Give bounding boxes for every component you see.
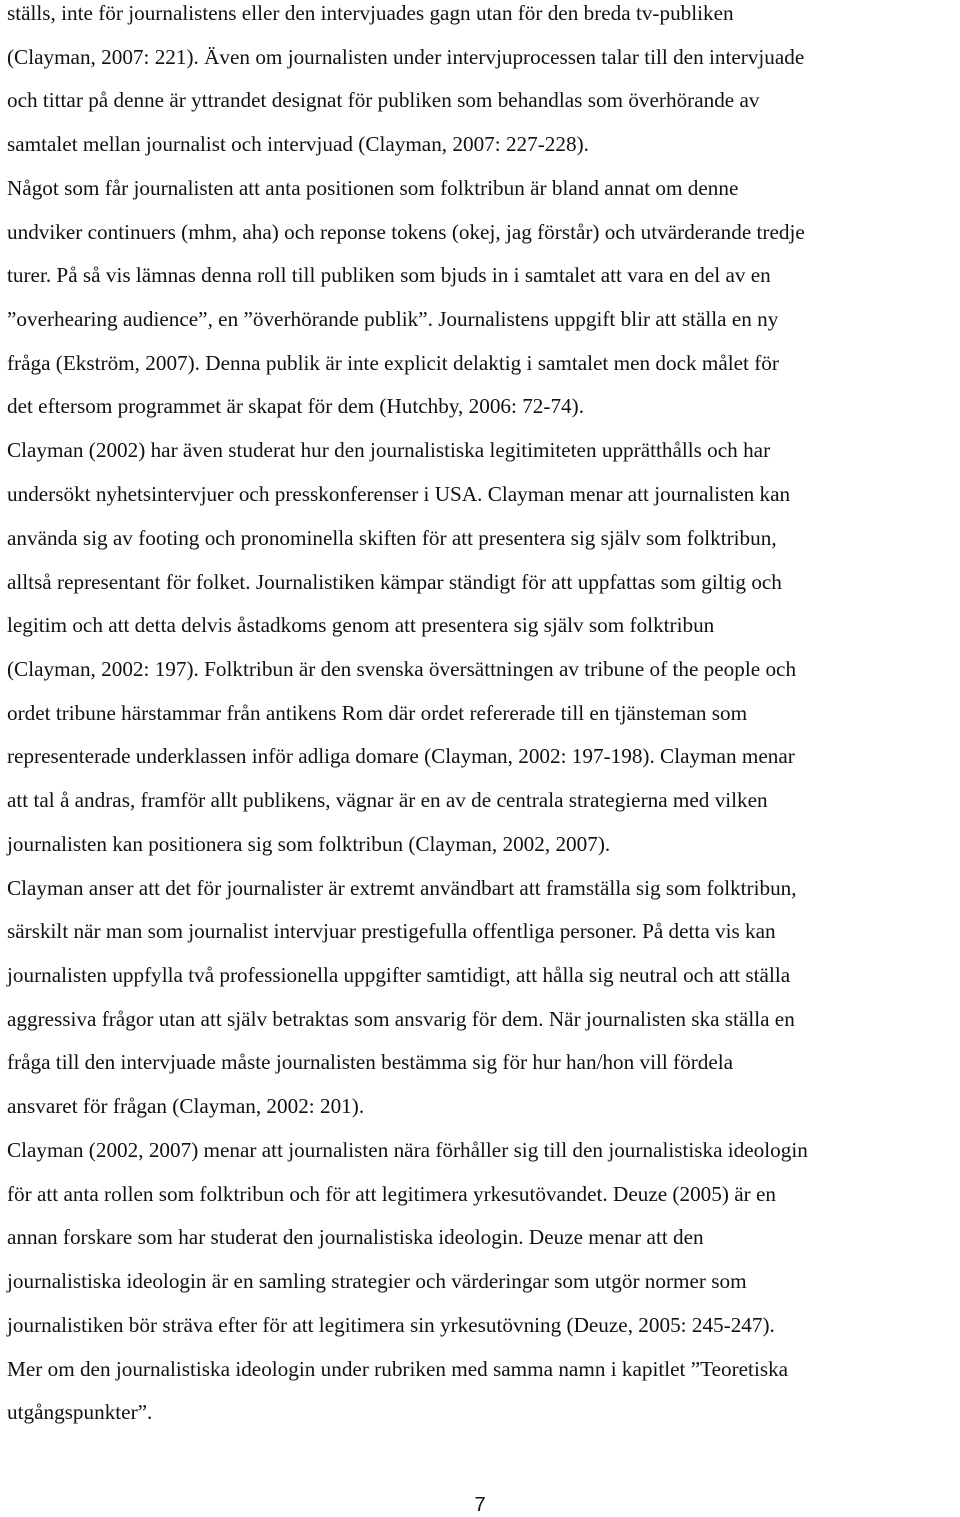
- text-line: ordet tribune härstammar från antikens Rom där ordet refererade till en tjänsteman som: [7, 700, 748, 725]
- text-line: ställs, inte för journalistens eller den intervjuades gagn utan för den breda tv-publiken: [7, 1, 734, 25]
- text-line: representerade underklassen inför adliga domare (Clayman, 2002: 197-198). Clayman menar: [7, 744, 795, 769]
- text-line: legitim och att detta delvis åstadkoms genom att presentera sig själv som folktribun: [7, 613, 715, 638]
- text-line: ansvaret för frågan (Clayman, 2002: 201).: [7, 1094, 365, 1119]
- text-line: (Clayman, 2007: 221). Även om journalisten under intervjuprocessen talar till den intervjuade: [7, 44, 805, 69]
- text-line: Clayman anser att det för journalister är extremt användbart att framställa sig som folktribun,: [7, 875, 797, 900]
- text-line: särskilt när man som journalist intervjuar prestigefulla offentliga personer. På detta vis kan: [7, 919, 776, 944]
- text-line: turer. På så vis lämnas denna roll till publiken som bjuds in i samtalet att vara en del av en: [7, 263, 771, 288]
- text-line: journalisten kan positionera sig som folktribun (Clayman, 2002, 2007).: [7, 831, 611, 856]
- paragraph-3: [7, 429, 959, 866]
- text-line: ”overhearing audience”, en ”överhörande publik”. Journalistens uppgift blir att ställa en ny: [7, 307, 779, 332]
- page-number: 7: [474, 1494, 486, 1516]
- text-line: fråga till den intervjuade måste journalisten bestämma sig för hur han/hon vill fördela: [7, 1050, 734, 1075]
- text-line: använda sig av footing och pronominella skiften för att presentera sig själv som folktribun,: [7, 525, 777, 550]
- text-line: journalistiska ideologin är en samling strategier och värderingar som utgör normer som: [7, 1269, 747, 1294]
- text-line: Clayman (2002) har även studerat hur den journalistiska legitimiteten upprätthålls och har: [7, 438, 771, 463]
- paragraph-1: [7, 0, 959, 167]
- text-line: samtalet mellan journalist och intervjuad (Clayman, 2007: 227-228).: [7, 132, 589, 157]
- text-line: journalisten uppfylla två professionella uppgifter samtidigt, att hålla sig neutral och att ställa: [7, 963, 791, 988]
- text-line: och tittar på denne är yttrandet designat för publiken som behandlas som överhörande av: [7, 88, 760, 113]
- text-line: utgångspunkter”.: [7, 1400, 153, 1425]
- text-line: att tal å andras, framför allt publikens, vägnar är en av de centrala strategierna med vilken: [7, 787, 768, 812]
- text-line: Något som får journalisten att anta positionen som folktribun är bland annat om denne: [7, 176, 739, 201]
- text-line: Clayman (2002, 2007) menar att journalisten nära förhåller sig till den journalistiska ideologin: [7, 1138, 808, 1163]
- text-line: (Clayman, 2002: 197). Folktribun är den svenska översättningen av tribune of the people och: [7, 656, 797, 681]
- paragraph-2: [7, 167, 959, 429]
- paragraph-4: [7, 867, 959, 1129]
- text-line: fråga (Ekström, 2007). Denna publik är inte explicit delaktig i samtalet men dock målet för: [7, 350, 779, 375]
- text-line: annan forskare som har studerat den journalistiska ideologin. Deuze menar att den: [7, 1225, 704, 1250]
- document-body: [7, 0, 959, 1435]
- text-line: det eftersom programmet är skapat för dem (Hutchby, 2006: 72-74).: [7, 394, 584, 419]
- text-line: journalistiken bör sträva efter för att legitimera sin yrkesutövning (Deuze, 2005: 245-247).: [7, 1312, 775, 1337]
- text-line: aggressiva frågor utan att själv betraktas som ansvarig för dem. När journalisten ska ställa en: [7, 1006, 795, 1031]
- text-line: Mer om den journalistiska ideologin under rubriken med samma namn i kapitlet ”Teoretiska: [7, 1356, 789, 1381]
- text-line: för att anta rollen som folktribun och för att legitimera yrkesutövandet. Deuze (2005) är en: [7, 1181, 776, 1206]
- text-line: undersökt nyhetsintervjuer och presskonferenser i USA. Clayman menar att journalisten kan: [7, 482, 791, 507]
- paragraph-5: [7, 1129, 959, 1435]
- text-line: undviker continuers (mhm, aha) och reponse tokens (okej, jag förstår) och utvärderande tredje: [7, 219, 805, 244]
- text-line: alltså representant för folket. Journalistiken kämpar ständigt för att uppfattas som giltig och: [7, 569, 782, 594]
